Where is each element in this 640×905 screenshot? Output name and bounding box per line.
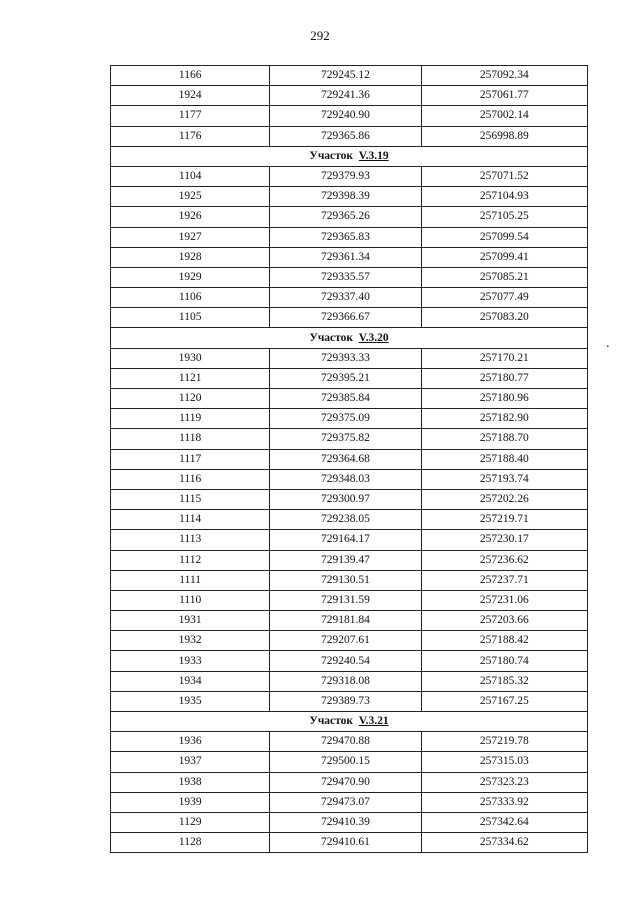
section-header-row bbox=[111, 328, 588, 348]
y-coordinate-cell: 257002.14 bbox=[421, 106, 587, 126]
y-coordinate-cell: 257334.62 bbox=[421, 833, 587, 853]
table-row bbox=[111, 489, 588, 509]
section-id: V.3.21 bbox=[358, 715, 389, 728]
table-row bbox=[111, 267, 588, 287]
y-coordinate-cell: 257231.06 bbox=[421, 590, 587, 610]
x-coordinate-cell: 729245.12 bbox=[270, 66, 421, 86]
y-coordinate-cell: 257099.54 bbox=[421, 227, 587, 247]
point-number-cell: 1166 bbox=[111, 66, 270, 86]
y-coordinate-cell: 257333.92 bbox=[421, 792, 587, 812]
point-number-cell: 1926 bbox=[111, 207, 270, 227]
section-header-row bbox=[111, 146, 588, 166]
table-row bbox=[111, 368, 588, 388]
y-coordinate-cell: 257170.21 bbox=[421, 348, 587, 368]
point-number-cell: 1933 bbox=[111, 651, 270, 671]
x-coordinate-cell: 729130.51 bbox=[270, 570, 421, 590]
x-coordinate-cell: 729470.88 bbox=[270, 732, 421, 752]
y-coordinate-cell: 257188.40 bbox=[421, 449, 587, 469]
section-label: Участок bbox=[309, 149, 354, 162]
point-number-cell: 1110 bbox=[111, 590, 270, 610]
x-coordinate-cell: 729398.39 bbox=[270, 187, 421, 207]
x-coordinate-cell: 729335.57 bbox=[270, 267, 421, 287]
point-number-cell: 1929 bbox=[111, 267, 270, 287]
x-coordinate-cell: 729410.61 bbox=[270, 833, 421, 853]
x-coordinate-cell: 729365.86 bbox=[270, 126, 421, 146]
y-coordinate-cell: 257202.26 bbox=[421, 489, 587, 509]
table-row bbox=[111, 126, 588, 146]
point-number-cell: 1925 bbox=[111, 187, 270, 207]
y-coordinate-cell: 257342.64 bbox=[421, 812, 587, 832]
y-coordinate-cell: 257219.71 bbox=[421, 510, 587, 530]
y-coordinate-cell: 257180.96 bbox=[421, 389, 587, 409]
point-number-cell: 1937 bbox=[111, 752, 270, 772]
x-coordinate-cell: 729473.07 bbox=[270, 792, 421, 812]
table-row bbox=[111, 812, 588, 832]
section-id: V.3.19 bbox=[358, 149, 389, 162]
table-row bbox=[111, 671, 588, 691]
y-coordinate-cell: 257061.77 bbox=[421, 86, 587, 106]
table-row bbox=[111, 308, 588, 328]
point-number-cell: 1935 bbox=[111, 691, 270, 711]
point-number-cell: 1931 bbox=[111, 611, 270, 631]
point-number-cell: 1111 bbox=[111, 570, 270, 590]
section-label: Участок bbox=[309, 331, 354, 344]
table-row bbox=[111, 510, 588, 530]
point-number-cell: 1116 bbox=[111, 469, 270, 489]
table-row bbox=[111, 631, 588, 651]
coordinates-table-body bbox=[111, 66, 588, 853]
point-number-cell: 1106 bbox=[111, 288, 270, 308]
table-row bbox=[111, 550, 588, 570]
point-number-cell: 1927 bbox=[111, 227, 270, 247]
y-coordinate-cell: 257315.03 bbox=[421, 752, 587, 772]
point-number-cell: 1177 bbox=[111, 106, 270, 126]
x-coordinate-cell: 729181.84 bbox=[270, 611, 421, 631]
section-header-row bbox=[111, 712, 588, 732]
y-coordinate-cell: 257182.90 bbox=[421, 409, 587, 429]
table-row bbox=[111, 187, 588, 207]
y-coordinate-cell: 257071.52 bbox=[421, 166, 587, 186]
point-number-cell: 1120 bbox=[111, 389, 270, 409]
x-coordinate-cell: 729375.82 bbox=[270, 429, 421, 449]
table-row bbox=[111, 247, 588, 267]
y-coordinate-cell: 257104.93 bbox=[421, 187, 587, 207]
table-row bbox=[111, 348, 588, 368]
point-number-cell: 1121 bbox=[111, 368, 270, 388]
table-row bbox=[111, 227, 588, 247]
point-number-cell: 1115 bbox=[111, 489, 270, 509]
table-row bbox=[111, 207, 588, 227]
x-coordinate-cell: 729318.08 bbox=[270, 671, 421, 691]
y-coordinate-cell: 257180.74 bbox=[421, 651, 587, 671]
x-coordinate-cell: 729366.67 bbox=[270, 308, 421, 328]
x-coordinate-cell: 729361.34 bbox=[270, 247, 421, 267]
table-row bbox=[111, 833, 588, 853]
x-coordinate-cell: 729139.47 bbox=[270, 550, 421, 570]
y-coordinate-cell: 257167.25 bbox=[421, 691, 587, 711]
x-coordinate-cell: 729164.17 bbox=[270, 530, 421, 550]
y-coordinate-cell: 257203.66 bbox=[421, 611, 587, 631]
point-number-cell: 1934 bbox=[111, 671, 270, 691]
x-coordinate-cell: 729500.15 bbox=[270, 752, 421, 772]
x-coordinate-cell: 729131.59 bbox=[270, 590, 421, 610]
table-row bbox=[111, 752, 588, 772]
point-number-cell: 1114 bbox=[111, 510, 270, 530]
table-row bbox=[111, 389, 588, 409]
table-row bbox=[111, 86, 588, 106]
y-coordinate-cell: 257219.78 bbox=[421, 732, 587, 752]
x-coordinate-cell: 729395.21 bbox=[270, 368, 421, 388]
y-coordinate-cell: 257105.25 bbox=[421, 207, 587, 227]
point-number-cell: 1119 bbox=[111, 409, 270, 429]
y-coordinate-cell: 257193.74 bbox=[421, 469, 587, 489]
y-coordinate-cell: 257077.49 bbox=[421, 288, 587, 308]
x-coordinate-cell: 729337.40 bbox=[270, 288, 421, 308]
x-coordinate-cell: 729300.97 bbox=[270, 489, 421, 509]
table-row bbox=[111, 288, 588, 308]
y-coordinate-cell: 257323.23 bbox=[421, 772, 587, 792]
point-number-cell: 1129 bbox=[111, 812, 270, 832]
y-coordinate-cell: 257083.20 bbox=[421, 308, 587, 328]
stray-mark: . bbox=[606, 336, 610, 351]
point-number-cell: 1930 bbox=[111, 348, 270, 368]
table-row bbox=[111, 429, 588, 449]
table-row bbox=[111, 651, 588, 671]
point-number-cell: 1128 bbox=[111, 833, 270, 853]
x-coordinate-cell: 729207.61 bbox=[270, 631, 421, 651]
x-coordinate-cell: 729379.93 bbox=[270, 166, 421, 186]
x-coordinate-cell: 729389.73 bbox=[270, 691, 421, 711]
x-coordinate-cell: 729241.36 bbox=[270, 86, 421, 106]
y-coordinate-cell: 257230.17 bbox=[421, 530, 587, 550]
section-label: Участок bbox=[309, 715, 354, 728]
x-coordinate-cell: 729470.90 bbox=[270, 772, 421, 792]
table-row bbox=[111, 409, 588, 429]
coordinates-table bbox=[110, 65, 588, 853]
table-row bbox=[111, 732, 588, 752]
table-row bbox=[111, 106, 588, 126]
table-row bbox=[111, 166, 588, 186]
point-number-cell: 1936 bbox=[111, 732, 270, 752]
x-coordinate-cell: 729240.54 bbox=[270, 651, 421, 671]
y-coordinate-cell: 257188.42 bbox=[421, 631, 587, 651]
table-row bbox=[111, 469, 588, 489]
point-number-cell: 1932 bbox=[111, 631, 270, 651]
x-coordinate-cell: 729385.84 bbox=[270, 389, 421, 409]
y-coordinate-cell: 257099.41 bbox=[421, 247, 587, 267]
table-row bbox=[111, 691, 588, 711]
point-number-cell: 1113 bbox=[111, 530, 270, 550]
x-coordinate-cell: 729238.05 bbox=[270, 510, 421, 530]
x-coordinate-cell: 729365.26 bbox=[270, 207, 421, 227]
x-coordinate-cell: 729240.90 bbox=[270, 106, 421, 126]
section-header bbox=[111, 146, 588, 166]
point-number-cell: 1939 bbox=[111, 792, 270, 812]
y-coordinate-cell: 257085.21 bbox=[421, 267, 587, 287]
section-header bbox=[111, 712, 588, 732]
table-row bbox=[111, 611, 588, 631]
point-number-cell: 1928 bbox=[111, 247, 270, 267]
table-row bbox=[111, 530, 588, 550]
section-header bbox=[111, 328, 588, 348]
y-coordinate-cell: 257237.71 bbox=[421, 570, 587, 590]
y-coordinate-cell: 257185.32 bbox=[421, 671, 587, 691]
point-number-cell: 1117 bbox=[111, 449, 270, 469]
table-row bbox=[111, 66, 588, 86]
table-row bbox=[111, 449, 588, 469]
x-coordinate-cell: 729393.33 bbox=[270, 348, 421, 368]
point-number-cell: 1105 bbox=[111, 308, 270, 328]
table-row bbox=[111, 792, 588, 812]
x-coordinate-cell: 729348.03 bbox=[270, 469, 421, 489]
point-number-cell: 1938 bbox=[111, 772, 270, 792]
table-row bbox=[111, 570, 588, 590]
point-number-cell: 1924 bbox=[111, 86, 270, 106]
y-coordinate-cell: 256998.89 bbox=[421, 126, 587, 146]
x-coordinate-cell: 729375.09 bbox=[270, 409, 421, 429]
table-row bbox=[111, 590, 588, 610]
point-number-cell: 1118 bbox=[111, 429, 270, 449]
y-coordinate-cell: 257236.62 bbox=[421, 550, 587, 570]
x-coordinate-cell: 729364.68 bbox=[270, 449, 421, 469]
x-coordinate-cell: 729410.39 bbox=[270, 812, 421, 832]
page-number: 292 bbox=[310, 28, 330, 43]
x-coordinate-cell: 729365.83 bbox=[270, 227, 421, 247]
point-number-cell: 1176 bbox=[111, 126, 270, 146]
y-coordinate-cell: 257188.70 bbox=[421, 429, 587, 449]
table-row bbox=[111, 772, 588, 792]
point-number-cell: 1104 bbox=[111, 166, 270, 186]
y-coordinate-cell: 257092.34 bbox=[421, 66, 587, 86]
section-id: V.3.20 bbox=[358, 331, 389, 344]
point-number-cell: 1112 bbox=[111, 550, 270, 570]
y-coordinate-cell: 257180.77 bbox=[421, 368, 587, 388]
